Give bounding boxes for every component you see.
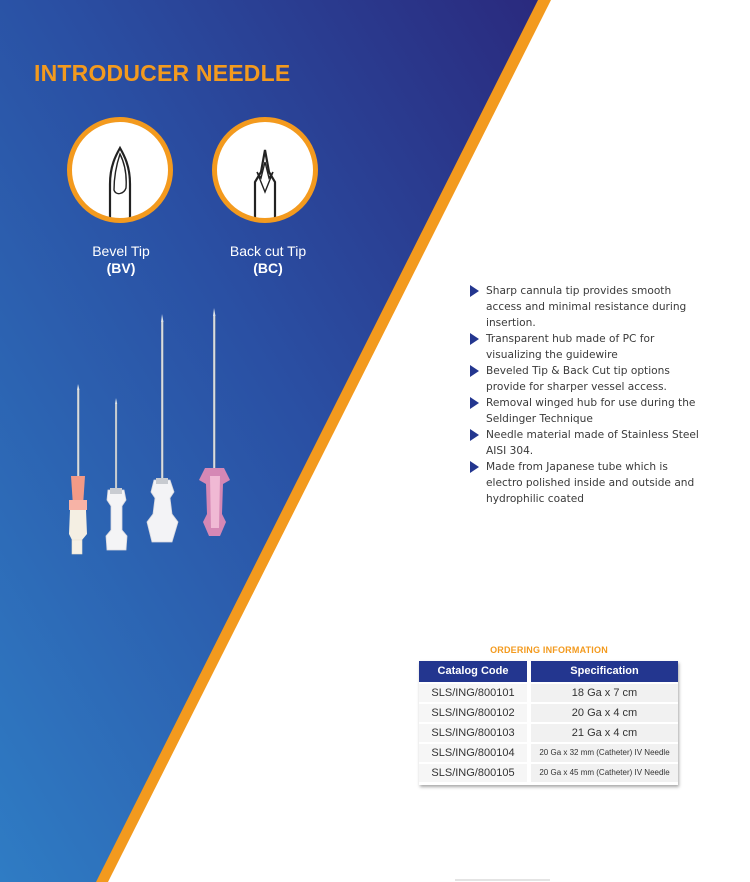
needle-image-1	[69, 384, 87, 554]
tip-code: (BC)	[253, 260, 283, 276]
specification-cell: 20 Ga x 45 mm (Catheter) IV Needle	[531, 764, 678, 782]
arrow-bullet-icon	[470, 333, 479, 345]
catalog-code-cell: SLS/ING/800103	[419, 724, 527, 742]
back-cut-tip-illustration	[212, 117, 318, 223]
arrow-bullet-icon	[470, 397, 479, 409]
arrow-bullet-icon	[470, 365, 479, 377]
needle-image-3	[147, 314, 178, 542]
specification-cell: 20 Ga x 32 mm (Catheter) IV Needle	[531, 744, 678, 762]
specification-cell: 20 Ga x 4 cm	[531, 704, 678, 722]
feature-text: Beveled Tip & Back Cut tip options provide for sharper vessel access.	[486, 365, 670, 393]
feature-text: Transparent hub made of PC for visualizing the guidewire	[486, 333, 655, 361]
arrow-bullet-icon	[470, 429, 479, 441]
needle-image-2	[106, 398, 127, 550]
specification-cell: 21 Ga x 4 cm	[531, 724, 678, 742]
back-cut-tip-icon	[217, 122, 313, 218]
feature-item	[470, 363, 700, 395]
feature-text: Made from Japanese tube which is electro polished inside and outside and hydrophilic coated	[486, 461, 695, 505]
bottom-divider	[455, 879, 550, 881]
feature-text: Removal winged hub for use during the Seldinger Technique	[486, 397, 696, 425]
needle-image-4	[199, 308, 230, 536]
feature-item	[470, 459, 700, 507]
specification-cell: 18 Ga x 7 cm	[531, 684, 678, 702]
feature-list	[470, 283, 700, 507]
tip-name: Bevel Tip	[92, 243, 150, 259]
arrow-bullet-icon	[470, 285, 479, 297]
feature-text: Needle material made of Stainless Steel AISI 304.	[486, 429, 699, 457]
bevel-tip-illustration	[67, 117, 173, 223]
ordering-heading: ORDERING INFORMATION	[490, 645, 608, 655]
needle-product-images	[60, 300, 260, 570]
column-header-specification: Specification	[531, 661, 678, 682]
feature-item	[470, 331, 700, 363]
tip-name: Back cut Tip	[229, 243, 307, 259]
back-cut-tip-label	[198, 243, 338, 277]
feature-item	[470, 427, 700, 459]
bevel-tip-icon	[72, 122, 168, 218]
feature-item	[470, 283, 700, 331]
catalog-code-cell: SLS/ING/800102	[419, 704, 527, 722]
feature-item	[470, 395, 700, 427]
page-title: INTRODUCER NEEDLE	[34, 60, 291, 86]
catalog-code-cell: SLS/ING/800104	[419, 744, 527, 762]
column-header-catalog-code: Catalog Code	[419, 661, 527, 682]
ordering-table	[419, 661, 678, 785]
tip-code: (BV)	[106, 260, 136, 276]
feature-text: Sharp cannula tip provides smooth access and minimal resistance during insertion.	[486, 285, 687, 329]
bevel-tip-label	[51, 243, 191, 277]
catalog-code-cell: SLS/ING/800105	[419, 764, 527, 782]
catalog-code-cell: SLS/ING/800101	[419, 684, 527, 702]
arrow-bullet-icon	[470, 461, 479, 473]
